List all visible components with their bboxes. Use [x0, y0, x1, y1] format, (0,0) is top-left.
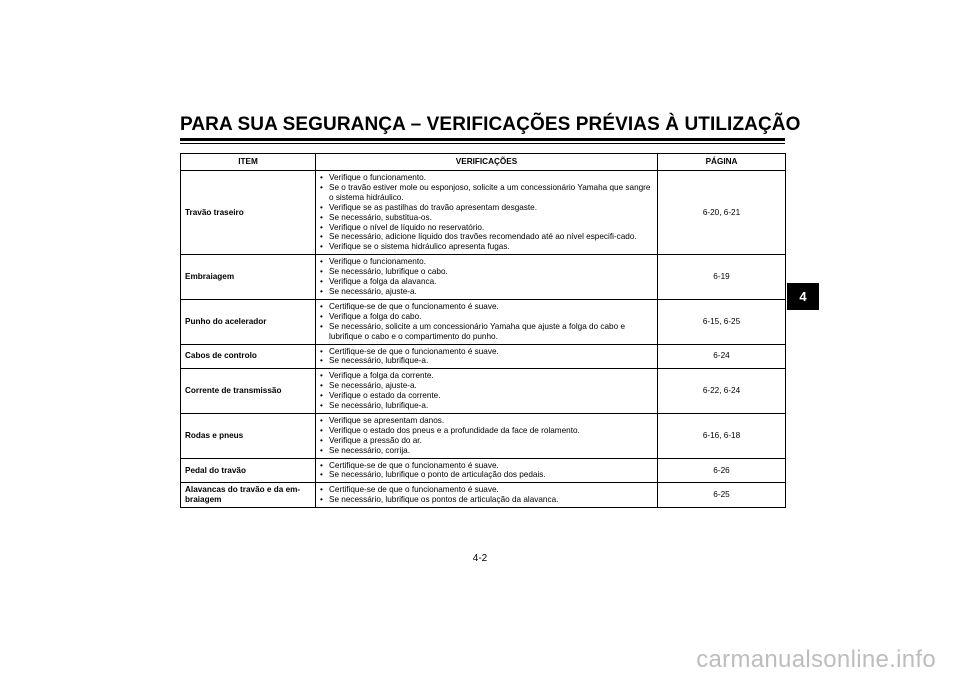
row-page-ref: 6-25 — [658, 483, 786, 508]
row-checks — [316, 299, 658, 344]
watermark: carmanualsonline.info — [696, 646, 936, 673]
check-item: • Certifique-se de que o funcionamento é suave. — [320, 302, 653, 312]
page-number: 4-2 — [472, 553, 488, 564]
row-item: Rodas e pneus — [181, 413, 316, 458]
row-page-ref: 6-16, 6-18 — [658, 413, 786, 458]
check-item: • Se necessário, ajuste-a. — [320, 287, 653, 297]
check-list — [320, 416, 653, 456]
table-row — [181, 344, 786, 369]
row-item: Alavancas do travão e da em-braiagem — [181, 483, 316, 508]
check-item: • Se necessário, lubrifique o cabo. — [320, 267, 653, 277]
check-item: • Verifique se o sistema hidráulico apresenta fugas. — [320, 242, 653, 252]
check-item: • Verifique a folga da alavanca. — [320, 277, 653, 287]
title-rule-thin — [180, 143, 785, 144]
row-page-ref: 6-15, 6-25 — [658, 299, 786, 344]
check-item: • Verifique o nível de líquido no reservatório. — [320, 223, 653, 233]
row-page-ref: 6-24 — [658, 344, 786, 369]
check-item: • Se necessário, lubrifique-a. — [320, 401, 653, 411]
check-item: • Verifique a pressão do ar. — [320, 436, 653, 446]
check-list — [320, 485, 653, 505]
check-list — [320, 371, 653, 411]
check-list — [320, 257, 653, 297]
pre-operation-checks-table — [180, 153, 786, 508]
check-item: • Se necessário, corrija. — [320, 446, 653, 456]
check-item: • Certifique-se de que o funcionamento é suave. — [320, 347, 653, 357]
row-page-ref: 6-19 — [658, 255, 786, 300]
check-item: • Verifique a folga da corrente. — [320, 371, 653, 381]
row-item: Pedal do travão — [181, 458, 316, 483]
row-page-ref: 6-22, 6-24 — [658, 369, 786, 414]
title-rule-thick — [180, 138, 785, 141]
table-row — [181, 413, 786, 458]
row-checks — [316, 458, 658, 483]
header-item: ITEM — [181, 154, 316, 171]
table-row — [181, 458, 786, 483]
row-checks — [316, 255, 658, 300]
row-item: Cabos de controlo — [181, 344, 316, 369]
row-checks — [316, 483, 658, 508]
row-checks — [316, 369, 658, 414]
page-title: PARA SUA SEGURANÇA – VERIFICAÇÕES PRÉVIAS À UTILIZAÇÃO — [180, 114, 801, 135]
header-page: PÁGINA — [658, 154, 786, 171]
check-item: • Se necessário, substitua-os. — [320, 213, 653, 223]
check-item: • Verifique se as pastilhas do travão apresentam desgaste. — [320, 203, 653, 213]
check-list — [320, 347, 653, 367]
table-row — [181, 483, 786, 508]
check-item: • Se necessário, lubrifique-a. — [320, 356, 653, 366]
check-item: • Se necessário, lubrifique o ponto de articulação dos pedais. — [320, 470, 653, 480]
check-item: • Verifique o estado dos pneus e a profundidade da face de rolamento. — [320, 426, 653, 436]
check-item: • Certifique-se de que o funcionamento é suave. — [320, 461, 653, 471]
row-checks — [316, 413, 658, 458]
check-item: • Verifique o estado da corrente. — [320, 391, 653, 401]
table-row — [181, 255, 786, 300]
table-row — [181, 171, 786, 255]
table-row — [181, 369, 786, 414]
row-item: Travão traseiro — [181, 171, 316, 255]
row-page-ref: 6-26 — [658, 458, 786, 483]
row-checks — [316, 171, 658, 255]
row-checks — [316, 344, 658, 369]
check-item: • Certifique-se de que o funcionamento é suave. — [320, 485, 653, 495]
check-item: • Se necessário, ajuste-a. — [320, 381, 653, 391]
row-item: Punho do acelerador — [181, 299, 316, 344]
header-checks: VERIFICAÇÕES — [316, 154, 658, 171]
check-item: • Verifique se apresentam danos. — [320, 416, 653, 426]
table-row — [181, 299, 786, 344]
check-list — [320, 173, 653, 252]
check-item: • Se o travão estiver mole ou esponjoso, solicite a um concessionário Yamaha que sangre o sistema hidráulico. — [320, 183, 653, 203]
check-item: • Se necessário, adicione líquido dos travões recomendado até ao nível especifi-cado. — [320, 232, 653, 242]
check-item: • Verifique a folga do cabo. — [320, 312, 653, 322]
row-page-ref: 6-20, 6-21 — [658, 171, 786, 255]
check-item: • Se necessário, lubrifique os pontos de articulação da alavanca. — [320, 495, 653, 505]
check-list — [320, 302, 653, 342]
check-item: • Verifique o funcionamento. — [320, 173, 653, 183]
check-item: • Verifique o funcionamento. — [320, 257, 653, 267]
row-item: Corrente de transmissão — [181, 369, 316, 414]
chapter-tab: 4 — [787, 283, 819, 310]
table-header-row — [181, 154, 786, 171]
check-list — [320, 461, 653, 481]
check-item: • Se necessário, solicite a um concessionário Yamaha que ajuste a folga do cabo e lubrifique o cabo e o compartimento do punho. — [320, 322, 653, 342]
row-item: Embraiagem — [181, 255, 316, 300]
